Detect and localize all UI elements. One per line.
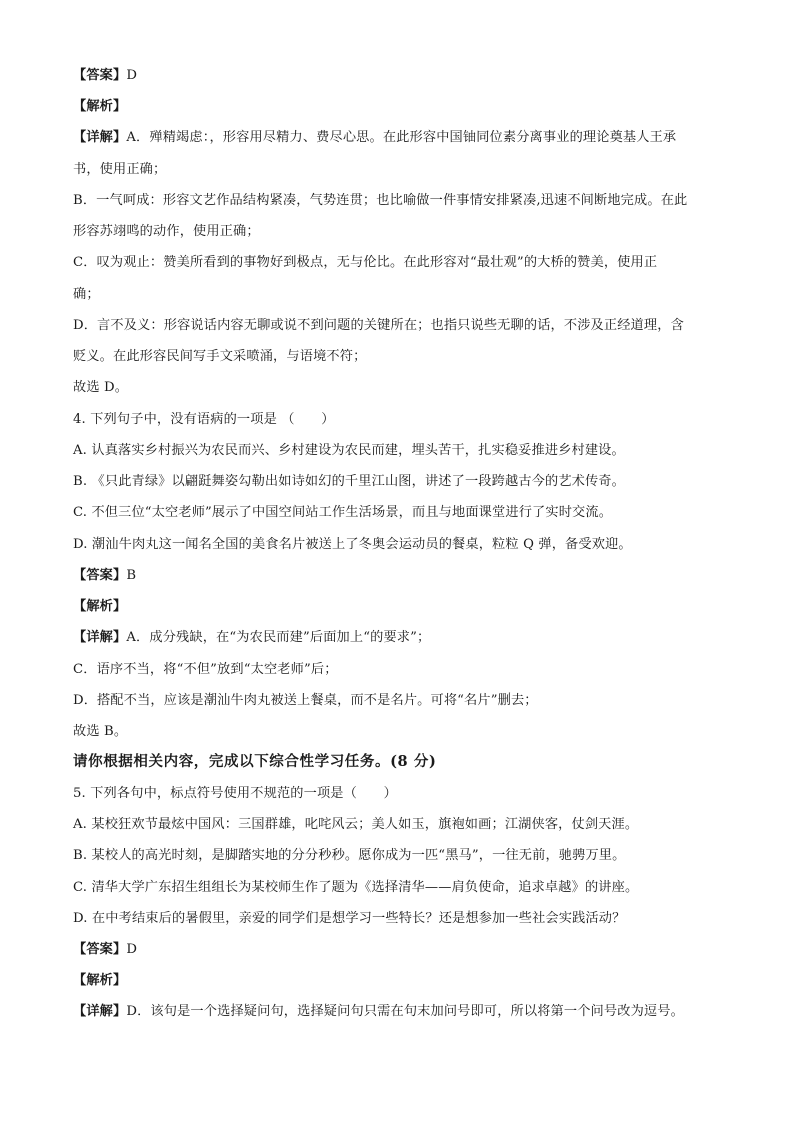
detail-text: 形容苏翊鸣的动作，使用正确； <box>73 224 260 239</box>
q4-analysis-label: 【解析】 <box>73 599 127 614</box>
q5-option-d: D. 在中考结束后的暑假里，亲爱的同学们是想学习一些特长？还是想参加一些社会实践活动？ <box>73 911 626 926</box>
detail-text: A．殚精竭虑：，形容用尽精力、费尽心思。在此形容中国铀同位素分离事业的理论奠基人王承 <box>126 130 677 145</box>
q5-option-c: C. 清华大学广东招生组组长为某校师生作了题为《选择清华——肩负使命，追求卓越》的讲座。 <box>73 880 639 895</box>
detail-text: 确； <box>73 287 100 302</box>
q4-option-a: A. 认真落实乡村振兴为农民而兴、乡村建设为农民而建，埋头苦干，扎实稳妥推进乡村建设。 <box>73 443 625 458</box>
conclusion-text: 故选 D。 <box>73 380 129 395</box>
answer-value: D <box>126 68 138 83</box>
detail-text: D．搭配不当，应该是潮汕牛肉丸被送上餐桌，而不是名片。可将“名片”删去； <box>73 693 538 708</box>
q4-option-c: C. 不但三位“太空老师”展示了中国空间站工作生活场景，而且与地面课堂进行了实时交流。 <box>73 505 613 520</box>
q3-analysis-label: 【解析】 <box>73 99 127 114</box>
q3-detail-line <box>73 128 676 148</box>
answer-value: B <box>126 568 137 583</box>
q5-option-a: A. 某校狂欢节最炫中国风：三国群雄，叱咤风云；美人如玉，旗袍如画；江湖侠客，仗剑天涯。 <box>73 817 639 832</box>
q5-detail-line <box>73 1002 684 1022</box>
detail-text: C．叹为观止：赞美所看到的事物好到极点，无与伦比。在此形容对“最壮观”的大桥的赞美，使用正 <box>73 255 658 270</box>
answer-tag: 【答案】 <box>73 568 127 583</box>
answer-value: D <box>126 942 138 957</box>
detail-text: D．该句是一个选择疑问句，选择疑问句只需在句末加问号即可，所以将第一个问号改为逗号。 <box>126 1004 684 1019</box>
conclusion-text: 故选 B。 <box>73 724 128 739</box>
q4-detail-line <box>73 628 430 648</box>
q4-answer-line <box>73 566 136 586</box>
detail-text: 书，使用正确； <box>73 162 167 177</box>
q4-option-d: D. 潮汕牛肉丸这一闻名全国的美食名片被送上了冬奥会运动员的餐桌，粒粒 Q 弹，备受欢迎。 <box>73 537 632 552</box>
detail-text: 贬义。在此形容民间写手文采喷涌，与语境不符； <box>73 349 367 364</box>
detail-text: B．一气呵成：形容文艺作品结构紧凑，气势连贯；也比喻做一件事情安排紧凑,迅速不间断地完成。在此 <box>73 193 688 208</box>
detail-text: D．言不及义：形容说话内容无聊或说不到问题的关键所在；也指只说些无聊的话，不涉及正经道理，含 <box>73 318 684 333</box>
detail-tag: 【详解】 <box>73 130 127 145</box>
q5-option-b: B. 某校人的高光时刻，是脚踏实地的分分秒秒。愿你成为一匹“黑马”，一往无前，驰骋万里。 <box>73 848 626 863</box>
q4-option-b: B. 《只此青绿》以翩跹舞姿勾勒出如诗如幻的千里江山图，讲述了一段跨越古今的艺术传奇。 <box>73 474 626 489</box>
q5-answer-line <box>73 940 137 960</box>
answer-tag: 【答案】 <box>73 68 127 83</box>
section-heading: 请你根据相关内容，完成以下综合性学习任务。(8 分) <box>73 753 437 770</box>
answer-tag: 【答案】 <box>73 942 127 957</box>
detail-text: A．成分残缺，在“为农民而建”后面加上“的要求”； <box>126 630 431 645</box>
detail-text: C．语序不当，将“不但”放到“太空老师”后； <box>73 662 338 677</box>
q5-analysis-label: 【解析】 <box>73 973 127 988</box>
q5-question: 5. 下列各句中，标点符号使用不规范的一项是（ ） <box>73 786 397 801</box>
detail-tag: 【详解】 <box>73 1004 127 1019</box>
q4-question: 4. 下列句子中，没有语病的一项是 （ ） <box>73 412 335 427</box>
q3-answer-line <box>73 66 137 86</box>
detail-tag: 【详解】 <box>73 630 127 645</box>
